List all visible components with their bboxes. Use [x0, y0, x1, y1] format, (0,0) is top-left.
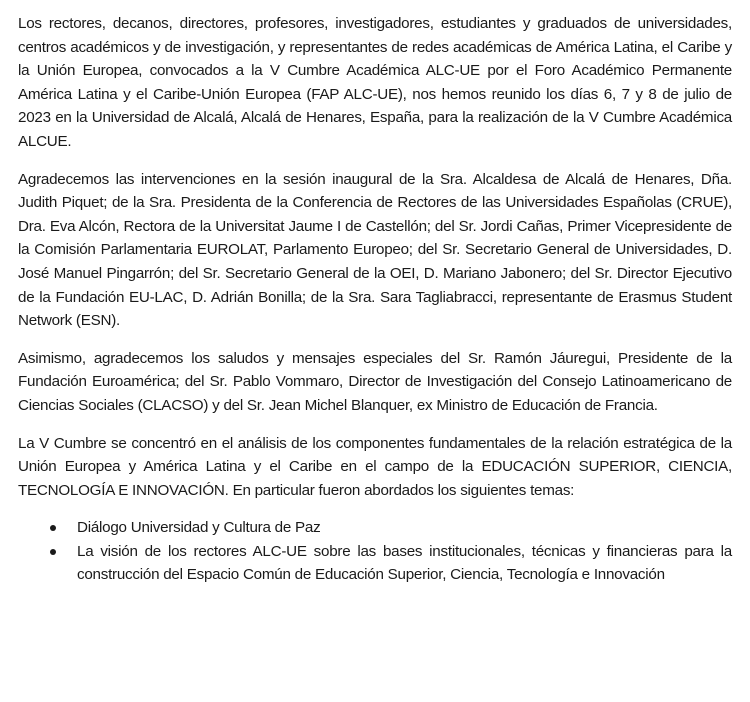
- list-item: [18, 516, 732, 540]
- paragraph-intro: Los rectores, decanos, directores, profesores, investigadores, estudiantes y graduados de universidades, centros académicos y de investigación, y representantes de redes académicas de América Latina, el Caribe y la Unión Europea, convocados a la V Cumbre Académica ALC-UE por el Foro Académico Permanente América Latina y el Caribe-Unión Europea (FAP ALC-UE), nos hemos reunido los días 6, 7 y 8 de julio de 2023 en la Universidad de Alcalá, Alcalá de Henares, España, para la realización de la V Cumbre Académica ALCUE.: [18, 15, 732, 150]
- list-item-text: Diálogo Universidad y Cultura de Paz: [77, 519, 321, 537]
- list-item: [18, 540, 732, 587]
- paragraph-greetings: Asimismo, agradecemos los saludos y mensajes especiales del Sr. Ramón Jáuregui, Presidente de la Fundación Euroamérica; del Sr. Pablo Vommaro, Director de Investigación del Consejo Latinoamericano de Ciencias Sociales (CLACSO) y del Sr. Jean Michel Blanquer, ex Ministro de Educación de Francia.: [18, 349, 732, 414]
- paragraph-acknowledgements: Agradecemos las intervenciones en la sesión inaugural de la Sra. Alcaldesa de Alcalá de Henares, Dña. Judith Piquet; de la Sra. Presidenta de la Conferencia de Rectores de las Universidades Españolas (CRUE), Dra. Eva Alcón, Rectora de la Universitat Jaume I de Castellón; del Sr. Jordi Cañas, Primer Vicepresidente de la Comisión Parlamentaria EUROLAT, Parlamento Europeo; del Sr. Secretario General de Universidades, D. José Manuel Pingarrón; del Sr. Secretario General de la OEI, D. Mariano Jabonero; del Sr. Director Ejecutivo de la Fundación EU-LAC, D. Adrián Bonilla; de la Sra. Sara Tagliabracci, representante de Erasmus Student Network (ESN).: [18, 170, 732, 330]
- bullet-icon: [50, 549, 56, 555]
- bullet-icon: [50, 525, 56, 531]
- paragraph-topics-intro: La V Cumbre se concentró en el análisis de los componentes fundamentales de la relación estratégica de la Unión Europea y América Latina y el Caribe en el campo de la EDUCACIÓN SUPERIOR, CIENCIA, TECNOLOGÍA E INNOVACIÓN. En particular fueron abordados los siguientes temas:: [18, 434, 732, 499]
- list-item-text: La visión de los rectores ALC-UE sobre las bases institucionales, técnicas y financieras para la construcción del Espacio Común de Educación Superior, Ciencia, Tecnología e Innovación: [77, 542, 732, 584]
- topics-list: [18, 516, 732, 587]
